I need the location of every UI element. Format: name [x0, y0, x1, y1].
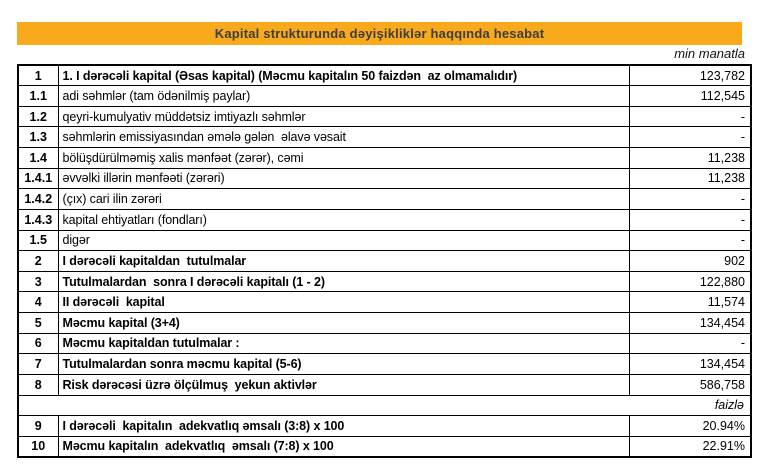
row-value-cell: - — [629, 106, 751, 127]
row-number-cell: 1.2 — [18, 106, 58, 127]
row-label-cell: kapital ehtiyatları (fondları) — [58, 209, 629, 230]
row-value-cell: 122,880 — [629, 271, 751, 292]
row-number-cell: 5 — [18, 313, 58, 334]
row-value-cell: 586,758 — [629, 374, 751, 395]
row-value-cell: - — [629, 333, 751, 354]
table-row — [18, 86, 751, 107]
row-number-cell: 2 — [18, 251, 58, 272]
row-number-cell: 7 — [18, 354, 58, 375]
unit-note-faizle: faizlə — [18, 395, 751, 416]
row-label-cell: səhmlərin emissiyasından əmələ gələn əlavə vəsait — [58, 127, 629, 148]
table-row — [18, 354, 751, 375]
row-number-cell: 1.3 — [18, 127, 58, 148]
table-separator-row — [18, 395, 751, 416]
table-row — [18, 313, 751, 334]
table-row — [18, 148, 751, 169]
row-value-cell: 11,574 — [629, 292, 751, 313]
table-row — [18, 106, 751, 127]
row-number-cell: 10 — [18, 436, 58, 457]
row-label-cell: Tutulmalardan sonra I dərəcəli kapitalı (1 - 2) — [58, 271, 629, 292]
capital-structure-table — [17, 64, 752, 458]
row-value-cell: 22.91% — [629, 436, 751, 457]
table-row — [18, 230, 751, 251]
row-label-cell: digər — [58, 230, 629, 251]
row-label-cell: qeyri-kumulyativ müddətsiz imtiyazlı səhmlər — [58, 106, 629, 127]
row-value-cell: 123,782 — [629, 65, 751, 86]
table-row — [18, 333, 751, 354]
row-number-cell: 1 — [18, 65, 58, 86]
table-row — [18, 374, 751, 395]
row-value-cell: 134,454 — [629, 354, 751, 375]
row-label-cell: Tutulmalardan sonra məcmu kapital (5-6) — [58, 354, 629, 375]
row-number-cell: 4 — [18, 292, 58, 313]
unit-note-min-manatla: min manatla — [674, 46, 745, 61]
table-row — [18, 436, 751, 457]
table-row — [18, 127, 751, 148]
table-row — [18, 168, 751, 189]
row-value-cell: 134,454 — [629, 313, 751, 334]
row-label-cell: Məcmu kapitalın adekvatlıq əmsalı (7:8) x 100 — [58, 436, 629, 457]
row-value-cell: - — [629, 189, 751, 210]
row-value-cell: 11,238 — [629, 168, 751, 189]
table-row — [18, 292, 751, 313]
row-number-cell: 3 — [18, 271, 58, 292]
table-row — [18, 65, 751, 86]
row-number-cell: 6 — [18, 333, 58, 354]
row-value-cell: 112,545 — [629, 86, 751, 107]
row-value-cell: 11,238 — [629, 148, 751, 169]
row-number-cell: 9 — [18, 416, 58, 437]
row-label-cell: bölüşdürülməmiş xalis mənfəət (zərər), cəmi — [58, 148, 629, 169]
row-label-cell: Risk dərəcəsi üzrə ölçülmuş yekun aktivlər — [58, 374, 629, 395]
row-label-cell: adi səhmlər (tam ödənilmiş paylar) — [58, 86, 629, 107]
row-value-cell: - — [629, 209, 751, 230]
report-title-bar — [17, 22, 742, 45]
table-row — [18, 209, 751, 230]
table-row — [18, 271, 751, 292]
row-number-cell: 1.1 — [18, 86, 58, 107]
row-label-cell: I dərəcəli kapitalın adekvatlıq əmsalı (3:8) x 100 — [58, 416, 629, 437]
row-label-cell: (çıx) cari ilin zərəri — [58, 189, 629, 210]
table-row — [18, 251, 751, 272]
row-number-cell: 1.5 — [18, 230, 58, 251]
row-label-cell: əvvəlki illərin mənfəəti (zərəri) — [58, 168, 629, 189]
row-label-cell: 1. I dərəcəli kapital (Əsas kapital) (Məcmu kapitalın 50 faizdən az olmamalıdır) — [58, 65, 629, 86]
row-value-cell: - — [629, 127, 751, 148]
report-title: Kapital strukturunda dəyişikliklər haqqında hesabat — [214, 26, 545, 41]
row-value-cell: 902 — [629, 251, 751, 272]
row-number-cell: 1.4.2 — [18, 189, 58, 210]
table-row — [18, 416, 751, 437]
row-label-cell: II dərəcəli kapital — [58, 292, 629, 313]
row-number-cell: 8 — [18, 374, 58, 395]
row-label-cell: I dərəcəli kapitaldan tutulmalar — [58, 251, 629, 272]
row-value-cell: 20.94% — [629, 416, 751, 437]
table-row — [18, 189, 751, 210]
row-label-cell: Məcmu kapitaldan tutulmalar : — [58, 333, 629, 354]
row-number-cell: 1.4.1 — [18, 168, 58, 189]
row-label-cell: Məcmu kapital (3+4) — [58, 313, 629, 334]
row-number-cell: 1.4 — [18, 148, 58, 169]
row-number-cell: 1.4.3 — [18, 209, 58, 230]
row-value-cell: - — [629, 230, 751, 251]
